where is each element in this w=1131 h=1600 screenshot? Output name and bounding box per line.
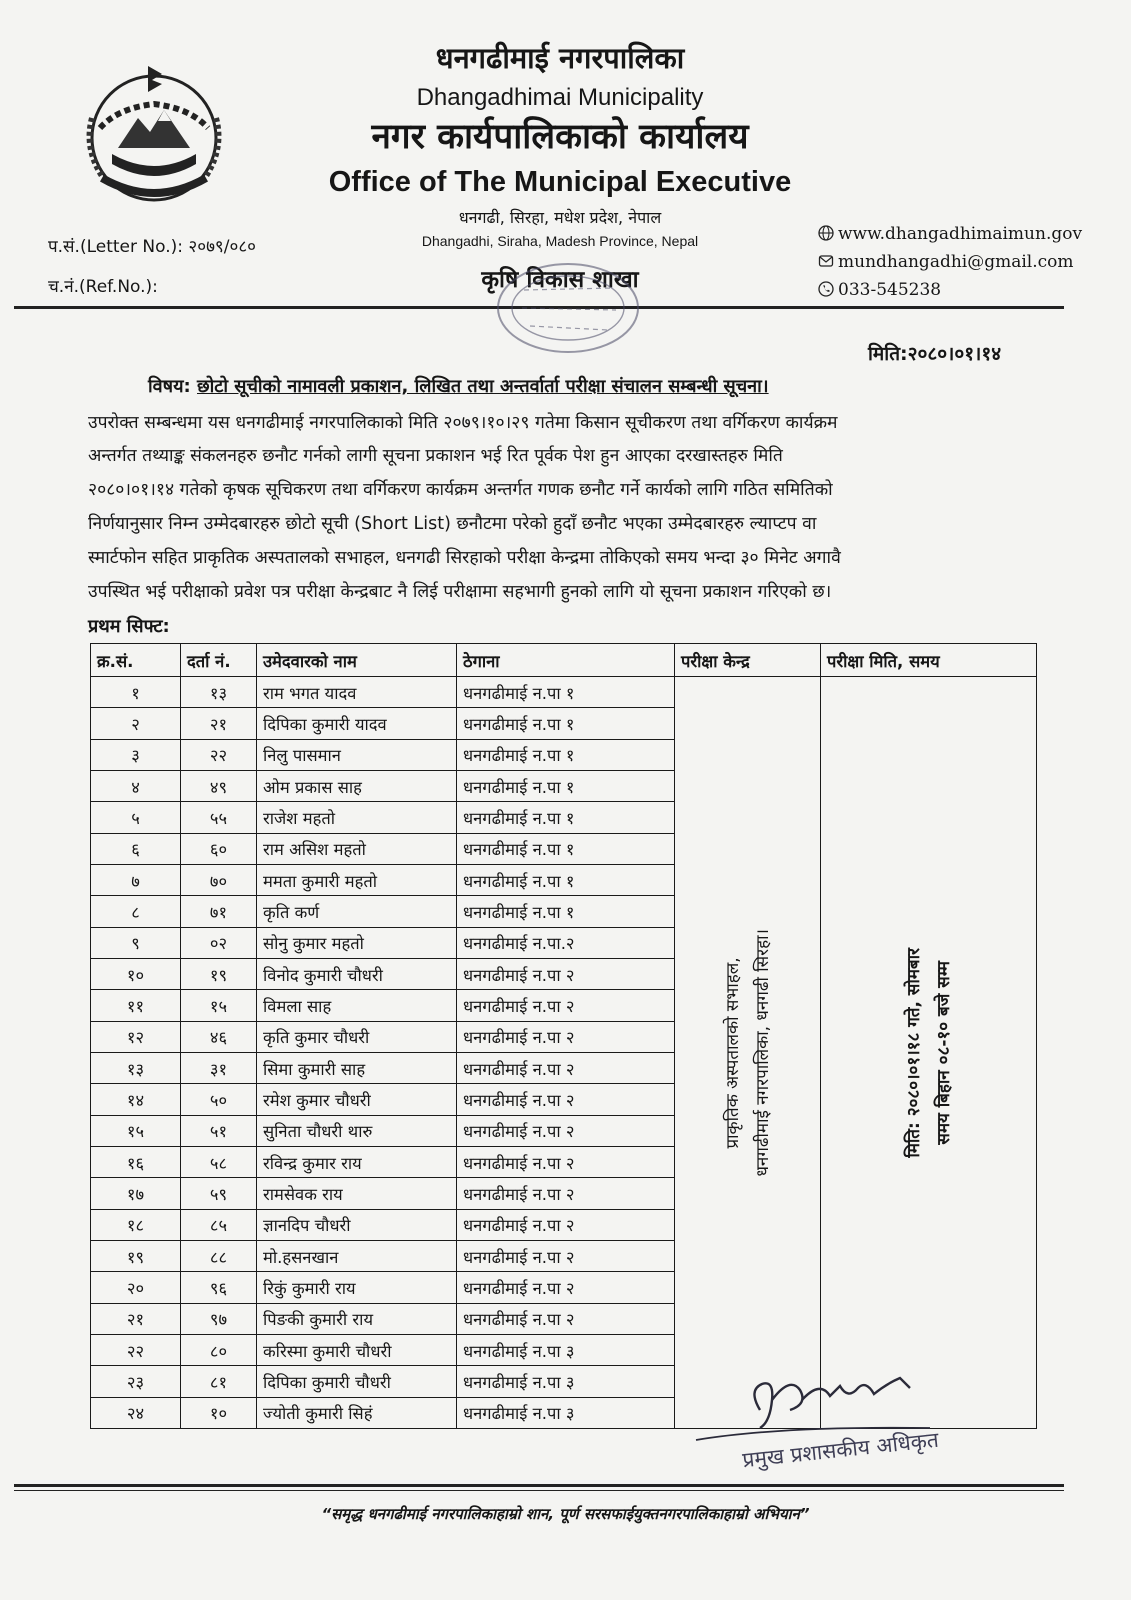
footer-divider-top (14, 1484, 1064, 1487)
phone-text: 033-545238 (838, 280, 942, 300)
registration-cell: १९ (181, 958, 257, 989)
header-name: उमेदवारको नाम (257, 644, 457, 677)
name-cell: करिस्मा कुमारी चौधरी (257, 1334, 457, 1365)
name-cell: राम असिश महतो (257, 833, 457, 864)
serial-cell: ८ (91, 896, 181, 927)
serial-cell: ६ (91, 833, 181, 864)
serial-cell: १ (91, 677, 181, 708)
body-line: उपस्थित भई परीक्षाको प्रवेश पत्र परीक्षा केन्द्रबाट नै लिई परीक्षामा सहभागी हुनको लागि यो सूचना प्रकाशन गरिएको छ। (88, 582, 832, 602)
serial-cell: १० (91, 958, 181, 989)
serial-cell: ४ (91, 770, 181, 801)
address-cell: धनगढीमाई न.पा १ (457, 708, 675, 739)
nepal-emblem-icon (78, 58, 230, 208)
name-cell: सिमा कुमारी साह (257, 1052, 457, 1083)
address-cell: धनगढीमाई न.पा २ (457, 1303, 675, 1334)
serial-cell: १५ (91, 1115, 181, 1146)
registration-cell: ५० (181, 1084, 257, 1115)
registration-cell: ३१ (181, 1052, 257, 1083)
registration-cell: ८० (181, 1334, 257, 1365)
registration-cell: ५९ (181, 1178, 257, 1209)
executive-office-np: नगर कार्यपालिकाको कार्यालय (371, 117, 749, 157)
serial-cell: १८ (91, 1209, 181, 1240)
executive-office-en: Office of The Municipal Executive (328, 166, 792, 198)
serial-cell: २० (91, 1272, 181, 1303)
table-header-row (91, 644, 1037, 677)
serial-cell: २ (91, 708, 181, 739)
name-cell: ज्ञानदिप चौधरी (257, 1209, 457, 1240)
website-contact (818, 224, 1082, 244)
serial-cell: १३ (91, 1052, 181, 1083)
serial-cell: २४ (91, 1397, 181, 1428)
mail-icon (818, 253, 834, 269)
name-cell: विमला साह (257, 990, 457, 1021)
registration-cell: ४६ (181, 1021, 257, 1052)
section-name: कृषि विकास शाखा (481, 267, 639, 293)
header-exam-time: परीक्षा मिति, समय (821, 644, 1037, 677)
registration-cell: १० (181, 1397, 257, 1428)
registration-cell: ०२ (181, 927, 257, 958)
email-contact (818, 252, 1074, 272)
header-registration: दर्ता नं. (181, 644, 257, 677)
exam-time-line: मिति: २०८०।०१।१८ गते, सोमबार (903, 947, 924, 1158)
registration-cell: ५१ (181, 1115, 257, 1146)
notice-date: मिति:२०८०।०१।१४ (868, 343, 1002, 365)
header-serial: क्र.सं. (91, 644, 181, 677)
shift-label: प्रथम सिफ्ट: (88, 616, 170, 637)
address-cell: धनगढीमाई न.पा ३ (457, 1366, 675, 1397)
serial-cell: ११ (91, 990, 181, 1021)
footer-slogan: “समृद्ध धनगढीमाई नगरपालिकाहाम्रो शान, पूर्ण सरसफाईयुक्तनगरपालिकाहाम्रो अभियान” (321, 1505, 810, 1523)
exam-time-text (899, 948, 959, 1158)
header-exam-center: परीक्षा केन्द्र (675, 644, 821, 677)
address-cell: धनगढीमाई न.पा १ (457, 864, 675, 895)
subject-label: विषय: (148, 376, 191, 397)
address-cell: धनगढीमाई न.पा ३ (457, 1334, 675, 1365)
serial-cell: ७ (91, 864, 181, 895)
address-cell: धनगढीमाई न.पा २ (457, 958, 675, 989)
body-line: स्मार्टफोन सहित प्राकृतिक अस्पतालको सभाहल, धनगढी सिरहाको परीक्षा केन्द्रमा तोकिएको समय भन्दा ३० मिनेट अगावै (88, 548, 841, 568)
body-line: उपरोक्त सम्बन्धमा यस धनगढीमाई नगरपालिकाको मिति २०७९।१०।२९ गतेमा किसान सूचीकरण तथा वर्गिकरण कार्यक्रम (88, 413, 838, 433)
registration-cell: ८८ (181, 1240, 257, 1271)
address-cell: धनगढीमाई न.पा २ (457, 990, 675, 1021)
serial-cell: ५ (91, 802, 181, 833)
registration-cell: ४९ (181, 770, 257, 801)
letter-number: प.सं.(Letter No.): २०७९/०८० (48, 237, 256, 257)
address-cell: धनगढीमाई न.पा ३ (457, 1397, 675, 1428)
registration-cell: १५ (181, 990, 257, 1021)
name-cell: निलु पासमान (257, 739, 457, 770)
phone-contact (818, 280, 941, 300)
name-cell: रामसेवक राय (257, 1178, 457, 1209)
address-cell: धनगढीमाई न.पा १ (457, 739, 675, 770)
address-cell: धनगढीमाई न.पा २ (457, 1146, 675, 1177)
name-cell: कृति कुमार चौधरी (257, 1021, 457, 1052)
candidate-table (90, 643, 1037, 1429)
exam-center-text (718, 929, 778, 1177)
address-cell: धनगढीमाई न.पा २ (457, 1021, 675, 1052)
address-en: Dhangadhi, Siraha, Madesh Province, Nepal (421, 233, 699, 249)
address-cell: धनगढीमाई न.पा २ (457, 1240, 675, 1271)
registration-cell: २२ (181, 739, 257, 770)
name-cell: मो.हसनखान (257, 1240, 457, 1271)
signatory-title: प्रमुख प्रशासकीय अधिकृत (741, 1427, 940, 1473)
address-cell: धनगढीमाई न.पा २ (457, 1178, 675, 1209)
registration-cell: २१ (181, 708, 257, 739)
office-stamp (474, 260, 662, 360)
serial-cell: १२ (91, 1021, 181, 1052)
name-cell: पिङकी कुमारी राय (257, 1303, 457, 1334)
address-cell: धनगढीमाई न.पा २ (457, 1084, 675, 1115)
name-cell: सोनु कुमार महतो (257, 927, 457, 958)
body-line: अन्तर्गत तथ्याङ्क संकलनहरु छनौट गर्नको लागी सूचना प्रकाशन भई रित पूर्वक पेश हुन आएका दरखास्तहरु मिति (88, 446, 783, 466)
office-name-np: धनगढीमाई नगरपालिका (435, 41, 685, 75)
name-cell: ममता कुमारी महतो (257, 864, 457, 895)
serial-cell: २२ (91, 1334, 181, 1365)
name-cell: रविन्द्र कुमार राय (257, 1146, 457, 1177)
phone-icon (818, 281, 834, 297)
name-cell: रमेश कुमार चौधरी (257, 1084, 457, 1115)
name-cell: कृति कर्ण (257, 896, 457, 927)
address-np: धनगढी, सिरहा, मधेश प्रदेश, नेपाल (458, 208, 662, 227)
exam-center-cell (675, 677, 821, 1429)
serial-cell: ९ (91, 927, 181, 958)
table-row (91, 677, 1037, 708)
body-line: २०८०।०१।१४ गतेको कृषक सूचिकरण तथा वर्गिकरण कार्यक्रम अन्तर्गत गणक छनौट गर्ने कार्यको लागि गठित समितिको (88, 480, 833, 500)
website-text: www.dhangadhimaimun.gov (838, 224, 1083, 244)
name-cell: दिपिका कुमारी चौधरी (257, 1366, 457, 1397)
registration-cell: ८१ (181, 1366, 257, 1397)
address-cell: धनगढीमाई न.पा २ (457, 1272, 675, 1303)
name-cell: ज्योती कुमारी सिहं (257, 1397, 457, 1428)
registration-cell: ९६ (181, 1272, 257, 1303)
address-cell: धनगढीमाई न.पा २ (457, 1052, 675, 1083)
serial-cell: १७ (91, 1178, 181, 1209)
serial-cell: १९ (91, 1240, 181, 1271)
registration-cell: ५८ (181, 1146, 257, 1177)
name-cell: रिकुं कुमारी राय (257, 1272, 457, 1303)
registration-cell: ७१ (181, 896, 257, 927)
address-cell: धनगढीमाई न.पा १ (457, 896, 675, 927)
registration-cell: १३ (181, 677, 257, 708)
registration-cell: ८५ (181, 1209, 257, 1240)
name-cell: राम भगत यादव (257, 677, 457, 708)
address-cell: धनगढीमाई न.पा.२ (457, 927, 675, 958)
address-cell: धनगढीमाई न.पा १ (457, 833, 675, 864)
name-cell: दिपिका कुमारी यादव (257, 708, 457, 739)
office-name-en: Dhangadhimai Municipality (416, 84, 704, 111)
address-cell: धनगढीमाई न.पा १ (457, 770, 675, 801)
footer-divider-bottom (14, 1490, 1064, 1491)
exam-time-line: समय बिहान ०८-१० बजे सम्म (933, 960, 954, 1145)
address-cell: धनगढीमाई न.पा २ (457, 1209, 675, 1240)
registration-cell: ७० (181, 864, 257, 895)
address-cell: धनगढीमाई न.पा १ (457, 677, 675, 708)
registration-cell: ९७ (181, 1303, 257, 1334)
header-address: ठेगाना (457, 644, 675, 677)
name-cell: राजेश महतो (257, 802, 457, 833)
exam-time-cell (821, 677, 1037, 1429)
serial-cell: १६ (91, 1146, 181, 1177)
serial-cell: १४ (91, 1084, 181, 1115)
registration-cell: ५५ (181, 802, 257, 833)
address-cell: धनगढीमाई न.पा २ (457, 1115, 675, 1146)
exam-center-line: धनगढीमाई नगरपालिका, धनगढी सिरहा। (752, 928, 773, 1177)
reference-number: च.नं.(Ref.No.): (48, 277, 158, 297)
body-line: निर्णयानुसार निम्न उम्मेदबारहरु छोटो सूची (Short List) छनौटमा परेको हुदाँ छनौट भएका उम्मेदबारहरु ल्याप्टप वा (88, 514, 817, 534)
address-cell: धनगढीमाई न.पा १ (457, 802, 675, 833)
name-cell: ओम प्रकास साह (257, 770, 457, 801)
serial-cell: ३ (91, 739, 181, 770)
serial-cell: २३ (91, 1366, 181, 1397)
name-cell: विनोद कुमारी चौधरी (257, 958, 457, 989)
globe-icon (818, 225, 834, 241)
serial-cell: २१ (91, 1303, 181, 1334)
email-text: mundhangadhi@gmail.com (838, 252, 1074, 272)
subject-text: छोटो सूचीको नामावली प्रकाशन, लिखित तथा अन्तर्वार्ता परीक्षा संचालन सम्बन्धी सूचना। (197, 376, 769, 397)
exam-center-line: प्राकृतिक अस्पतालको सभाहल, (722, 956, 743, 1149)
notice-subject (148, 374, 769, 398)
name-cell: सुनिता चौधरी थारु (257, 1115, 457, 1146)
registration-cell: ६० (181, 833, 257, 864)
